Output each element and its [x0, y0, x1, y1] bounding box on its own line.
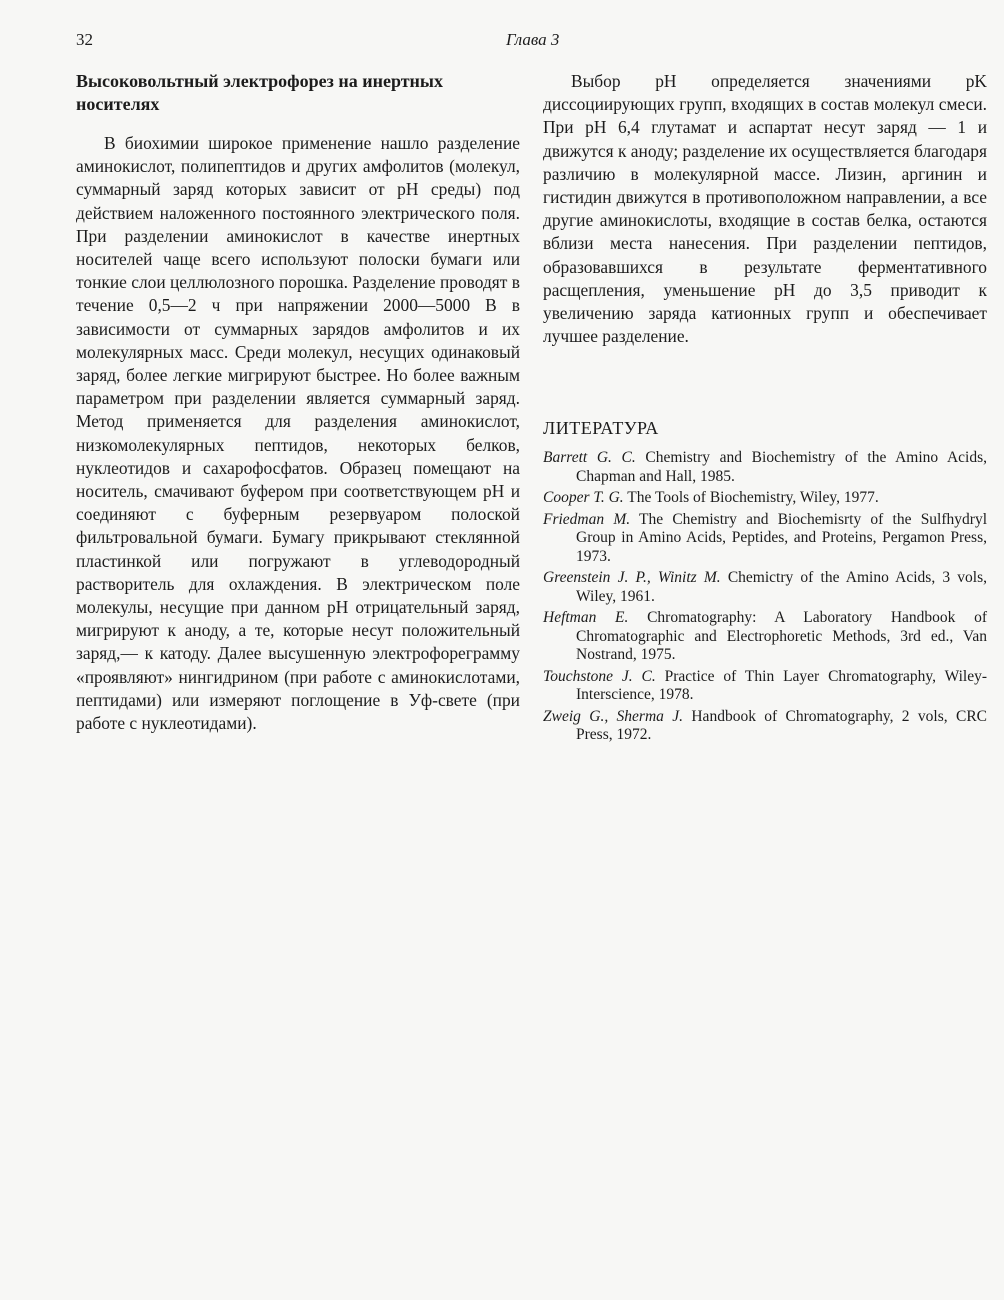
- page-number: 32: [76, 30, 93, 49]
- reference-item: [543, 708, 987, 745]
- running-head: Глава 3: [506, 30, 560, 49]
- literature-heading: ЛИТЕРАТУРА: [543, 418, 659, 439]
- section-title: Высоковольтный электрофорез на инертных носителях: [76, 71, 443, 114]
- reference-authors: Friedman M.: [543, 510, 631, 528]
- reference-text: Chromatography: A Laboratory Handbook of Chromatographic and Electrophoretic Methods, 3rd ed., Van Nostrand, 1975.: [576, 609, 987, 664]
- reference-text: Handbook of Chromatography, 2 vols, CRC Press, 1972.: [576, 707, 987, 744]
- body-paragraph: В биохимии широкое применение нашло разделение аминокислот, полипептидов и других амфолитов (молекул, суммарный заряд которых зависит от pH среды) под действием наложенного постоянного электрического поля. При разделении аминокислот в качестве инертных носителей чаще всего используют полоски бумаги или тонкие слои целлюлозного порошка. Разделение проводят в течение 0,5—2 ч при напряжении 2000—5000 В в зависимости от суммарных зарядов амфолитов и их молекулярных масс. Среди молекул, несущих одинаковый заряд, более легкие мигрируют быстрее. Но более важным параметром при разделении является суммарный заряд. Метод применяется для разделения аминокислот, низкомолекулярных пептидов, некоторых белков, нуклеотидов и сахарофосфатов. Образец помещают на носитель, смачивают буфером при соответствующем pH и соединяют с буферным резервуаром полоской фильтровальной бумаги. Бумагу прикрывают стеклянной пластинкой или погружают в углеводородный растворитель для охлаждения. В электрическом поле молекулы, несущие при данном pH отрицательный заряд, мигрируют к аноду, а те, которые несут положительный заряд,— к катоду. Далее высушенную электрофореграмму «проявляют» нингидрином (при работе с аминокислотами, пептидами) или измеряют поглощение в Уф-свете (при работе с нуклеотидами).: [76, 133, 520, 734]
- left-column: [76, 70, 520, 735]
- right-column: [543, 70, 987, 748]
- reference-authors: Barrett G. C.: [543, 449, 636, 467]
- reference-text: Chemictry of the Amino Acids, 3 vols, Wiley, 1961.: [576, 569, 988, 605]
- reference-text: Practice of Thin Layer Chromatography, Wiley-Interscience, 1978.: [576, 667, 987, 704]
- reference-item: [543, 668, 987, 705]
- reference-authors: Heftman E.: [543, 609, 629, 627]
- reference-item: [543, 489, 987, 508]
- reference-authors: Zweig G., Sherma J.: [543, 707, 684, 725]
- reference-item: [543, 449, 987, 486]
- reference-authors: Greenstein J. P., Winitz M.: [543, 569, 721, 587]
- reference-text: Chemistry and Biochemistry of the Amino Acids, Chapman and Hall, 1985.: [576, 449, 987, 485]
- reference-authors: Cooper T. G.: [543, 489, 624, 507]
- body-paragraph: Выбор pH определяется значениями pK диссоциирующих групп, входящих в состав молекул смеси. При pH 6,4 глутамат и аспартат несут заряд — 1 и движутся к аноду; разделение их осуществляется благодаря различию в молекулярной массе. Лизин, аргинин и гистидин движутся в противоположном направлении, а все другие аминокислоты, входящие в состав белка, остаются вблизи места нанесения. При разделении пептидов, образовавшихся в результате ферментативного расщепления, уменьшение pH до 3,5 приводит к увеличению заряда катионных групп и обеспечивает лучшее разделение.: [543, 71, 987, 347]
- reference-text: The Tools of Biochemistry, Wiley, 1977.: [623, 489, 879, 507]
- reference-text: The Chemistry and Biochemisrty of the Sulfhydryl Group in Amino Acids, Peptides, and Proteins, Pergamon Press, 1973.: [576, 510, 987, 565]
- reference-item: [543, 511, 987, 567]
- reference-list: [543, 449, 987, 745]
- reference-item: [543, 609, 987, 665]
- reference-item: [543, 569, 987, 606]
- reference-authors: Touchstone J. C.: [543, 667, 656, 685]
